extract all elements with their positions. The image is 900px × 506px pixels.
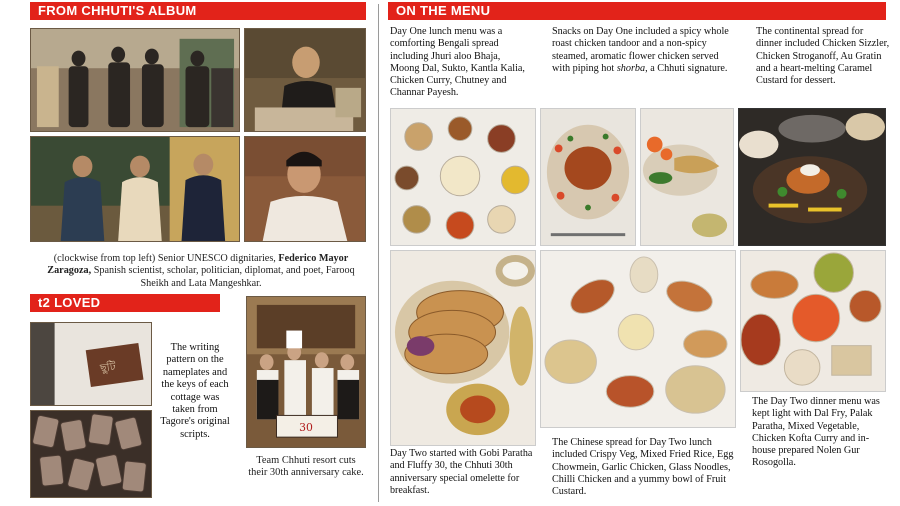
- menu-chinese-text: The Chinese spread for Day Two lunch included Crispy Veg, Mixed Fried Rice, Egg Chowmein, Garlic Chicken, Glass Noodles, Chilli Chicken and a yummy bowl of Fruit Custard.: [552, 437, 734, 498]
- album-photo-farooq-sheikh: [244, 136, 366, 242]
- nameplate-caption: The writing pattern on the nameplates and the keys of each cottage was taken from Tagore's original scripts.: [160, 342, 230, 440]
- roast-chicken-photo: [540, 108, 636, 246]
- bengali-lunch-photo: [390, 108, 536, 246]
- loved-header: t2 LOVED: [30, 294, 220, 312]
- album-caption: [38, 253, 364, 290]
- cake-number: 30: [299, 421, 313, 435]
- nameplate-photo: [30, 322, 152, 406]
- album-caption-rest: Spanish scientist, scholar, politician, diplomat, and poet, Farooq Sheikh and Lata Mangeshkar.: [91, 265, 355, 289]
- flower-chicken-photo: [640, 108, 734, 246]
- paratha-omelette-photo: [390, 250, 536, 446]
- menu-breakfast-text: Day Two started with Gobi Paratha and Fluffy 30, the Chhuti 30th anniversary special omelette for breakfast.: [390, 448, 533, 496]
- menu-day-one-lunch-text: Day One lunch menu was a comforting Bengali spread including Jhuri aloo Bhaja, Moong Dal, Sukto, Kantla Kalia, Chicken Curry, Chutney and Channar Payesh.: [390, 26, 525, 99]
- menu-header: ON THE MENU: [388, 2, 886, 20]
- cake-cutting-photo: [246, 296, 366, 448]
- menu-day-one-snacks-text: [552, 26, 732, 75]
- chinese-spread-photo: [540, 250, 736, 428]
- cake-caption: Team Chhuti resort cuts their 30th anniversary cake.: [248, 455, 364, 479]
- album-caption-lead: (clockwise from top left) Senior UNESCO dignitaries,: [53, 253, 279, 264]
- album-photo-unesco-group: [30, 28, 240, 132]
- snacks-text-italic: shorba: [616, 62, 646, 74]
- snacks-text-a: Snacks on Day One included a spicy whole roast chicken tandoor and a non-spicy steamed, aromatic flower chicken served with piping hot: [552, 26, 729, 74]
- album-photo-women-seated: [30, 136, 240, 242]
- album-caption-names: Federico Mayor Zaragoza,: [47, 253, 349, 277]
- menu-dinner-text: The Day Two dinner menu was kept light with Dal Fry, Palak Paratha, Mixed Vegetable, Chicken Kofta Curry and in-house prepared Nolen Gur Rosogolla.: [752, 396, 880, 469]
- day-two-dinner-photo: [740, 250, 886, 392]
- nameplate-sign-text: ছুটি: [99, 359, 117, 375]
- album-header: FROM CHHUTI'S ALBUM: [30, 2, 366, 20]
- column-divider: [378, 4, 379, 502]
- snacks-text-b: , a Chhuti signature.: [645, 62, 728, 74]
- keys-photo: [30, 410, 152, 498]
- album-photo-man-writing: [244, 28, 366, 132]
- menu-continental-text: The continental spread for dinner included Chicken Sizzler, Chicken Stroganoff, Au Gratin and a heart-melting Caramel Custard for dessert.: [756, 26, 890, 87]
- sizzler-photo: [738, 108, 886, 246]
